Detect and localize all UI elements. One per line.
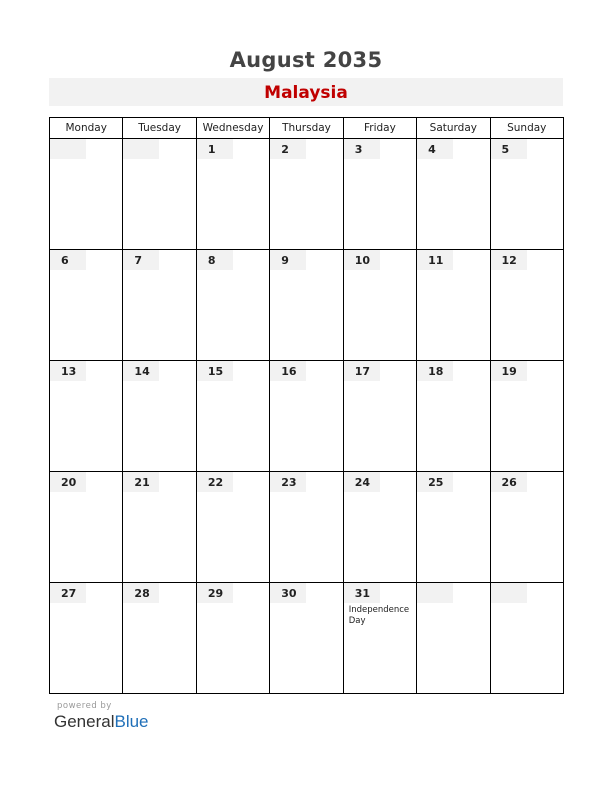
day-cell bbox=[490, 361, 563, 472]
day-cell bbox=[123, 583, 196, 694]
day-cell bbox=[417, 139, 490, 250]
generalblue-logo[interactable] bbox=[54, 712, 149, 732]
day-cell bbox=[417, 361, 490, 472]
powered-by-label: powered by bbox=[57, 701, 112, 711]
day-number: 23 bbox=[270, 472, 306, 492]
day-cell bbox=[50, 472, 123, 583]
weekday-header: Friday bbox=[343, 118, 416, 139]
day-number: 7 bbox=[123, 250, 159, 270]
day-number: 1 bbox=[197, 139, 233, 159]
day-cell bbox=[196, 250, 269, 361]
day-number: 15 bbox=[197, 361, 233, 381]
day-cell bbox=[417, 583, 490, 694]
day-number: 31 bbox=[344, 583, 380, 603]
day-cell bbox=[270, 139, 343, 250]
day-number: 5 bbox=[491, 139, 527, 159]
day-number: 24 bbox=[344, 472, 380, 492]
weekday-header: Wednesday bbox=[196, 118, 269, 139]
day-number: 8 bbox=[197, 250, 233, 270]
day-number: 11 bbox=[417, 250, 453, 270]
day-cell bbox=[490, 139, 563, 250]
day-cell bbox=[196, 583, 269, 694]
day-cell bbox=[196, 472, 269, 583]
day-number: 10 bbox=[344, 250, 380, 270]
day-cell bbox=[270, 583, 343, 694]
day-cell bbox=[50, 250, 123, 361]
day-cell bbox=[417, 472, 490, 583]
day-cell bbox=[343, 361, 416, 472]
day-cell bbox=[417, 250, 490, 361]
day-number: 29 bbox=[197, 583, 233, 603]
day-number: 13 bbox=[50, 361, 86, 381]
week-row bbox=[50, 250, 564, 361]
day-cell bbox=[196, 139, 269, 250]
day-number: 19 bbox=[491, 361, 527, 381]
day-number: 17 bbox=[344, 361, 380, 381]
day-number: 25 bbox=[417, 472, 453, 492]
day-cell bbox=[123, 139, 196, 250]
calendar-title: August 2035 bbox=[229, 48, 383, 72]
day-cell bbox=[490, 250, 563, 361]
holiday-label: Independence Day bbox=[348, 605, 410, 626]
week-row bbox=[50, 472, 564, 583]
day-cell bbox=[270, 361, 343, 472]
day-number: 30 bbox=[270, 583, 306, 603]
day-number bbox=[50, 139, 86, 159]
day-number: 20 bbox=[50, 472, 86, 492]
weekday-header-row bbox=[50, 118, 564, 139]
day-cell bbox=[50, 583, 123, 694]
day-cell bbox=[123, 361, 196, 472]
day-number: 14 bbox=[123, 361, 159, 381]
day-number: 16 bbox=[270, 361, 306, 381]
day-number: 18 bbox=[417, 361, 453, 381]
day-number: 4 bbox=[417, 139, 453, 159]
day-cell bbox=[123, 250, 196, 361]
day-number: 28 bbox=[123, 583, 159, 603]
weekday-header: Thursday bbox=[270, 118, 343, 139]
day-cell bbox=[343, 139, 416, 250]
brand-blue: Blue bbox=[114, 712, 149, 731]
weekday-header: Tuesday bbox=[123, 118, 196, 139]
day-number: 12 bbox=[491, 250, 527, 270]
weekday-header: Saturday bbox=[417, 118, 490, 139]
calendar-grid bbox=[49, 117, 564, 694]
day-number: 3 bbox=[344, 139, 380, 159]
day-number: 27 bbox=[50, 583, 86, 603]
weekday-header: Monday bbox=[50, 118, 123, 139]
day-cell bbox=[343, 250, 416, 361]
day-cell bbox=[343, 583, 416, 694]
weekday-header: Sunday bbox=[490, 118, 563, 139]
day-cell bbox=[196, 361, 269, 472]
day-number bbox=[491, 583, 527, 603]
day-number bbox=[123, 139, 159, 159]
week-row bbox=[50, 361, 564, 472]
brand-general: General bbox=[54, 712, 115, 731]
day-cell bbox=[50, 139, 123, 250]
day-cell bbox=[490, 472, 563, 583]
day-number bbox=[417, 583, 453, 603]
day-cell bbox=[270, 250, 343, 361]
country-name: Malaysia bbox=[49, 78, 563, 106]
day-cell bbox=[490, 583, 563, 694]
day-number: 26 bbox=[491, 472, 527, 492]
day-number: 9 bbox=[270, 250, 306, 270]
day-number: 6 bbox=[50, 250, 86, 270]
day-number: 21 bbox=[123, 472, 159, 492]
day-number: 22 bbox=[197, 472, 233, 492]
day-cell bbox=[123, 472, 196, 583]
day-number: 2 bbox=[270, 139, 306, 159]
week-row bbox=[50, 583, 564, 694]
day-cell bbox=[270, 472, 343, 583]
day-cell bbox=[50, 361, 123, 472]
week-row bbox=[50, 139, 564, 250]
day-cell bbox=[343, 472, 416, 583]
